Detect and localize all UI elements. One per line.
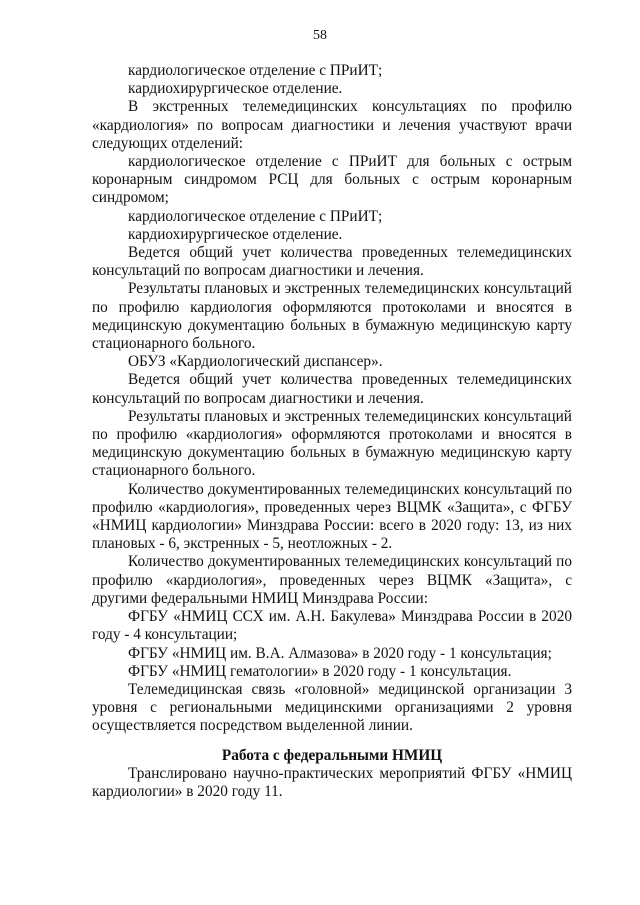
paragraph: Количество документированных телемедицинских консультаций по профилю «кардиология», проведенных через ВЦМК «Защита», с ФГБУ «НМИЦ кардиологии» Минздрава России: всего в 2020 году: 13, из них плановых - 6, экстренных - 5, неотложных - 2. bbox=[92, 480, 572, 553]
document-body bbox=[92, 62, 572, 801]
paragraph: кардиохирургическое отделение. bbox=[128, 80, 343, 98]
paragraph: ФГБУ «НМИЦ ССХ им. А.Н. Бакулева» Минздрава России в 2020 году - 4 консультации; bbox=[92, 608, 572, 644]
paragraph: Результаты плановых и экстренных телемедицинских консультаций по профилю кардиология оформляются протоколами и вносятся в медицинскую документацию больных в бумажную медицинскую карту стационарного больного. bbox=[92, 280, 572, 353]
paragraph: кардиологическое отделение с ПРиИТ; bbox=[128, 207, 383, 225]
paragraph: Результаты плановых и экстренных телемедицинских консультаций по профилю «кардиология» оформляются протоколами и вносятся в медицинскую документацию больных в бумажную медицинскую карту стационарного больного. bbox=[92, 407, 572, 480]
paragraph: кардиохирургическое отделение. bbox=[128, 225, 343, 243]
section-heading: Работа с федеральными НМИЦ bbox=[221, 746, 443, 764]
paragraph: ФГБУ «НМИЦ гематологии» в 2020 году - 1 консультация. bbox=[128, 662, 512, 680]
paragraph: кардиологическое отделение с ПРиИТ; bbox=[128, 62, 383, 79]
page-number: 58 bbox=[313, 28, 327, 43]
paragraph: Транслировано научно-практических мероприятий ФГБУ «НМИЦ кардиологии» в 2020 году 11. bbox=[92, 764, 572, 800]
paragraph: Ведется общий учет количества проведенных телемедицинских консультаций по вопросам диагностики и лечения. bbox=[92, 371, 572, 407]
paragraph: кардиологическое отделение с ПРиИТ для больных с острым коронарным синдромом РСЦ для больных с острым коронарным синдромом; bbox=[92, 153, 572, 207]
paragraph: Ведется общий учет количества проведенных телемедицинских консультаций по вопросам диагностики и лечения. bbox=[92, 244, 572, 280]
paragraph: ФГБУ «НМИЦ им. В.А. Алмазова» в 2020 году - 1 консультация; bbox=[128, 644, 552, 662]
paragraph: ОБУЗ «Кардиологический диспансер». bbox=[128, 353, 383, 371]
paragraph: Телемедицинская связь «головной» медицинской организации 3 уровня с региональными медицинскими организациями 2 уровня осуществляется посредством выделенной линии. bbox=[92, 680, 572, 735]
paragraph: В экстренных телемедицинских консультациях по профилю «кардиология» по вопросам диагностики и лечения участвуют врачи следующих отделений: bbox=[92, 98, 572, 152]
paragraph: Количество документированных телемедицинских консультаций по профилю «кардиология», проведенных через ВЦМК «Защита», с другими федеральными НМИЦ Минздрава России: bbox=[92, 553, 572, 607]
